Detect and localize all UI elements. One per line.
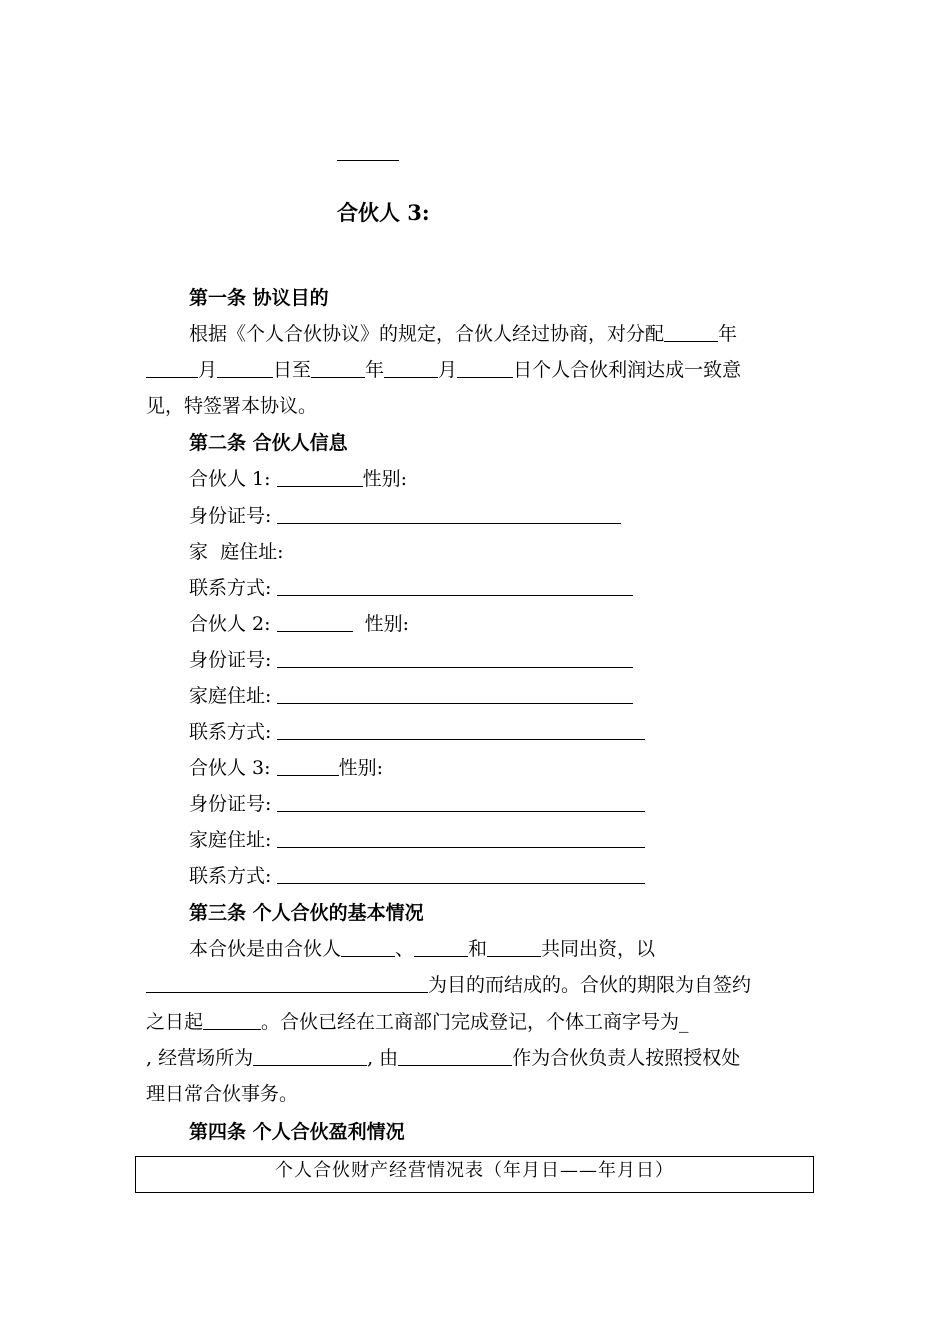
partner3-label: 合伙人 3: [189,757,271,779]
partner3-row [189,756,383,780]
partner2-contact-field[interactable] [277,721,645,740]
partner1-label: 合伙人 1: [189,468,271,490]
partner3-name-field[interactable] [277,757,339,776]
partner-b-blank [414,938,468,957]
article1-text: 年 [718,323,738,345]
article3-text: 作为合伙负责人按照授权处 [512,1047,741,1069]
contact-label: 联系方式: [189,865,272,887]
article4-heading: 第四条 个人合伙盈利情况 [189,1121,405,1143]
article3-text: 共同出资，以 [541,938,656,960]
partner2-address-field[interactable] [277,685,633,704]
partner3-id-row [189,792,645,816]
term-blank [203,1011,261,1030]
partner1-address-row [189,540,283,564]
article1-line3: 见，特签署本协议。 [146,395,318,417]
partner1-contact-field[interactable] [277,577,633,596]
contact-label: 联系方式: [189,721,272,743]
id-label: 身份证号: [189,793,272,815]
partner1-contact-row [189,576,633,600]
blank-month [146,359,198,378]
manager-blank [398,1047,512,1066]
gender-label: 性别: [338,757,383,779]
partner1-id-row [189,504,621,528]
article3-line3 [146,1010,689,1034]
article3-text: 。合伙已经在工商部门完成登记，个体工商字号为_ [261,1011,689,1033]
partner3-contact-row [189,864,645,888]
premises-blank [253,1047,367,1066]
article3-text: 和 [468,938,488,960]
article3-line5: 理日常合伙事务。 [146,1083,299,1105]
address-label: 家庭住址: [189,685,272,707]
partner2-row [189,612,409,636]
article1-text: 日个人合伙利润达成一致意 [513,359,742,381]
id-label: 身份证号: [189,505,272,527]
gender-label: 性别: [362,468,407,490]
partner1-row [189,467,407,491]
blank-year [664,323,718,342]
article3-line1 [189,937,655,961]
table-title: 个人合伙财产经营情况表（年月日——年月日） [275,1160,674,1181]
blank-year [311,359,365,378]
article1-heading: 第一条 协议目的 [189,287,329,309]
property-operation-table [135,1156,814,1193]
partner3-contact-field[interactable] [277,865,645,884]
article1-line1 [189,322,737,346]
address-label: 家 庭住址: [189,541,284,563]
top-signature-line [337,160,399,161]
partner-a-blank [341,938,395,957]
gender-label: 性别: [364,613,410,635]
partner-c-blank [487,938,541,957]
contact-label: 联系方式: [189,577,272,599]
partner3-id-field[interactable] [277,793,645,812]
article1-text: 日至 [273,359,312,381]
article3-line2 [146,973,751,997]
article3-text: 之日起 [146,1011,204,1033]
partner2-name-field[interactable] [277,613,353,632]
blank-day [457,359,513,378]
article3-line4 [146,1046,740,1070]
article2-heading: 第二条 合伙人信息 [189,432,348,454]
article1-line2 [146,358,741,382]
partner1-id-field[interactable] [277,505,621,524]
article3-text: 本合伙是由合伙人 [189,938,342,960]
article1-text: 年 [365,359,385,381]
blank-day [217,359,273,378]
id-label: 身份证号: [189,649,272,671]
article1-text: 月 [198,359,218,381]
partner2-id-row [189,648,633,672]
partner3-address-field[interactable] [277,829,645,848]
partner2-id-field[interactable] [277,649,633,668]
partner3-title: 合伙人 3: [337,200,430,225]
article3-text: 、 [395,938,415,960]
address-label: 家庭住址: [189,829,272,851]
article3-text: 为目的而结成的。合伙的期限为自签约 [428,974,752,996]
article3-text: , 由 [367,1047,399,1069]
article1-text: 月 [438,359,458,381]
article3-text: , 经营场所为 [146,1047,254,1069]
article3-heading: 第三条 个人合伙的基本情况 [189,902,424,924]
blank-month [384,359,438,378]
partner1-name-field[interactable] [277,468,363,487]
partner2-address-row [189,684,633,708]
partner2-label: 合伙人 2: [189,613,271,635]
purpose-blank [146,974,428,993]
partner2-contact-row [189,720,645,744]
partner3-address-row [189,828,645,852]
article1-text: 根据《个人合伙协议》的规定，合伙人经过协商，对分配 [189,323,665,345]
